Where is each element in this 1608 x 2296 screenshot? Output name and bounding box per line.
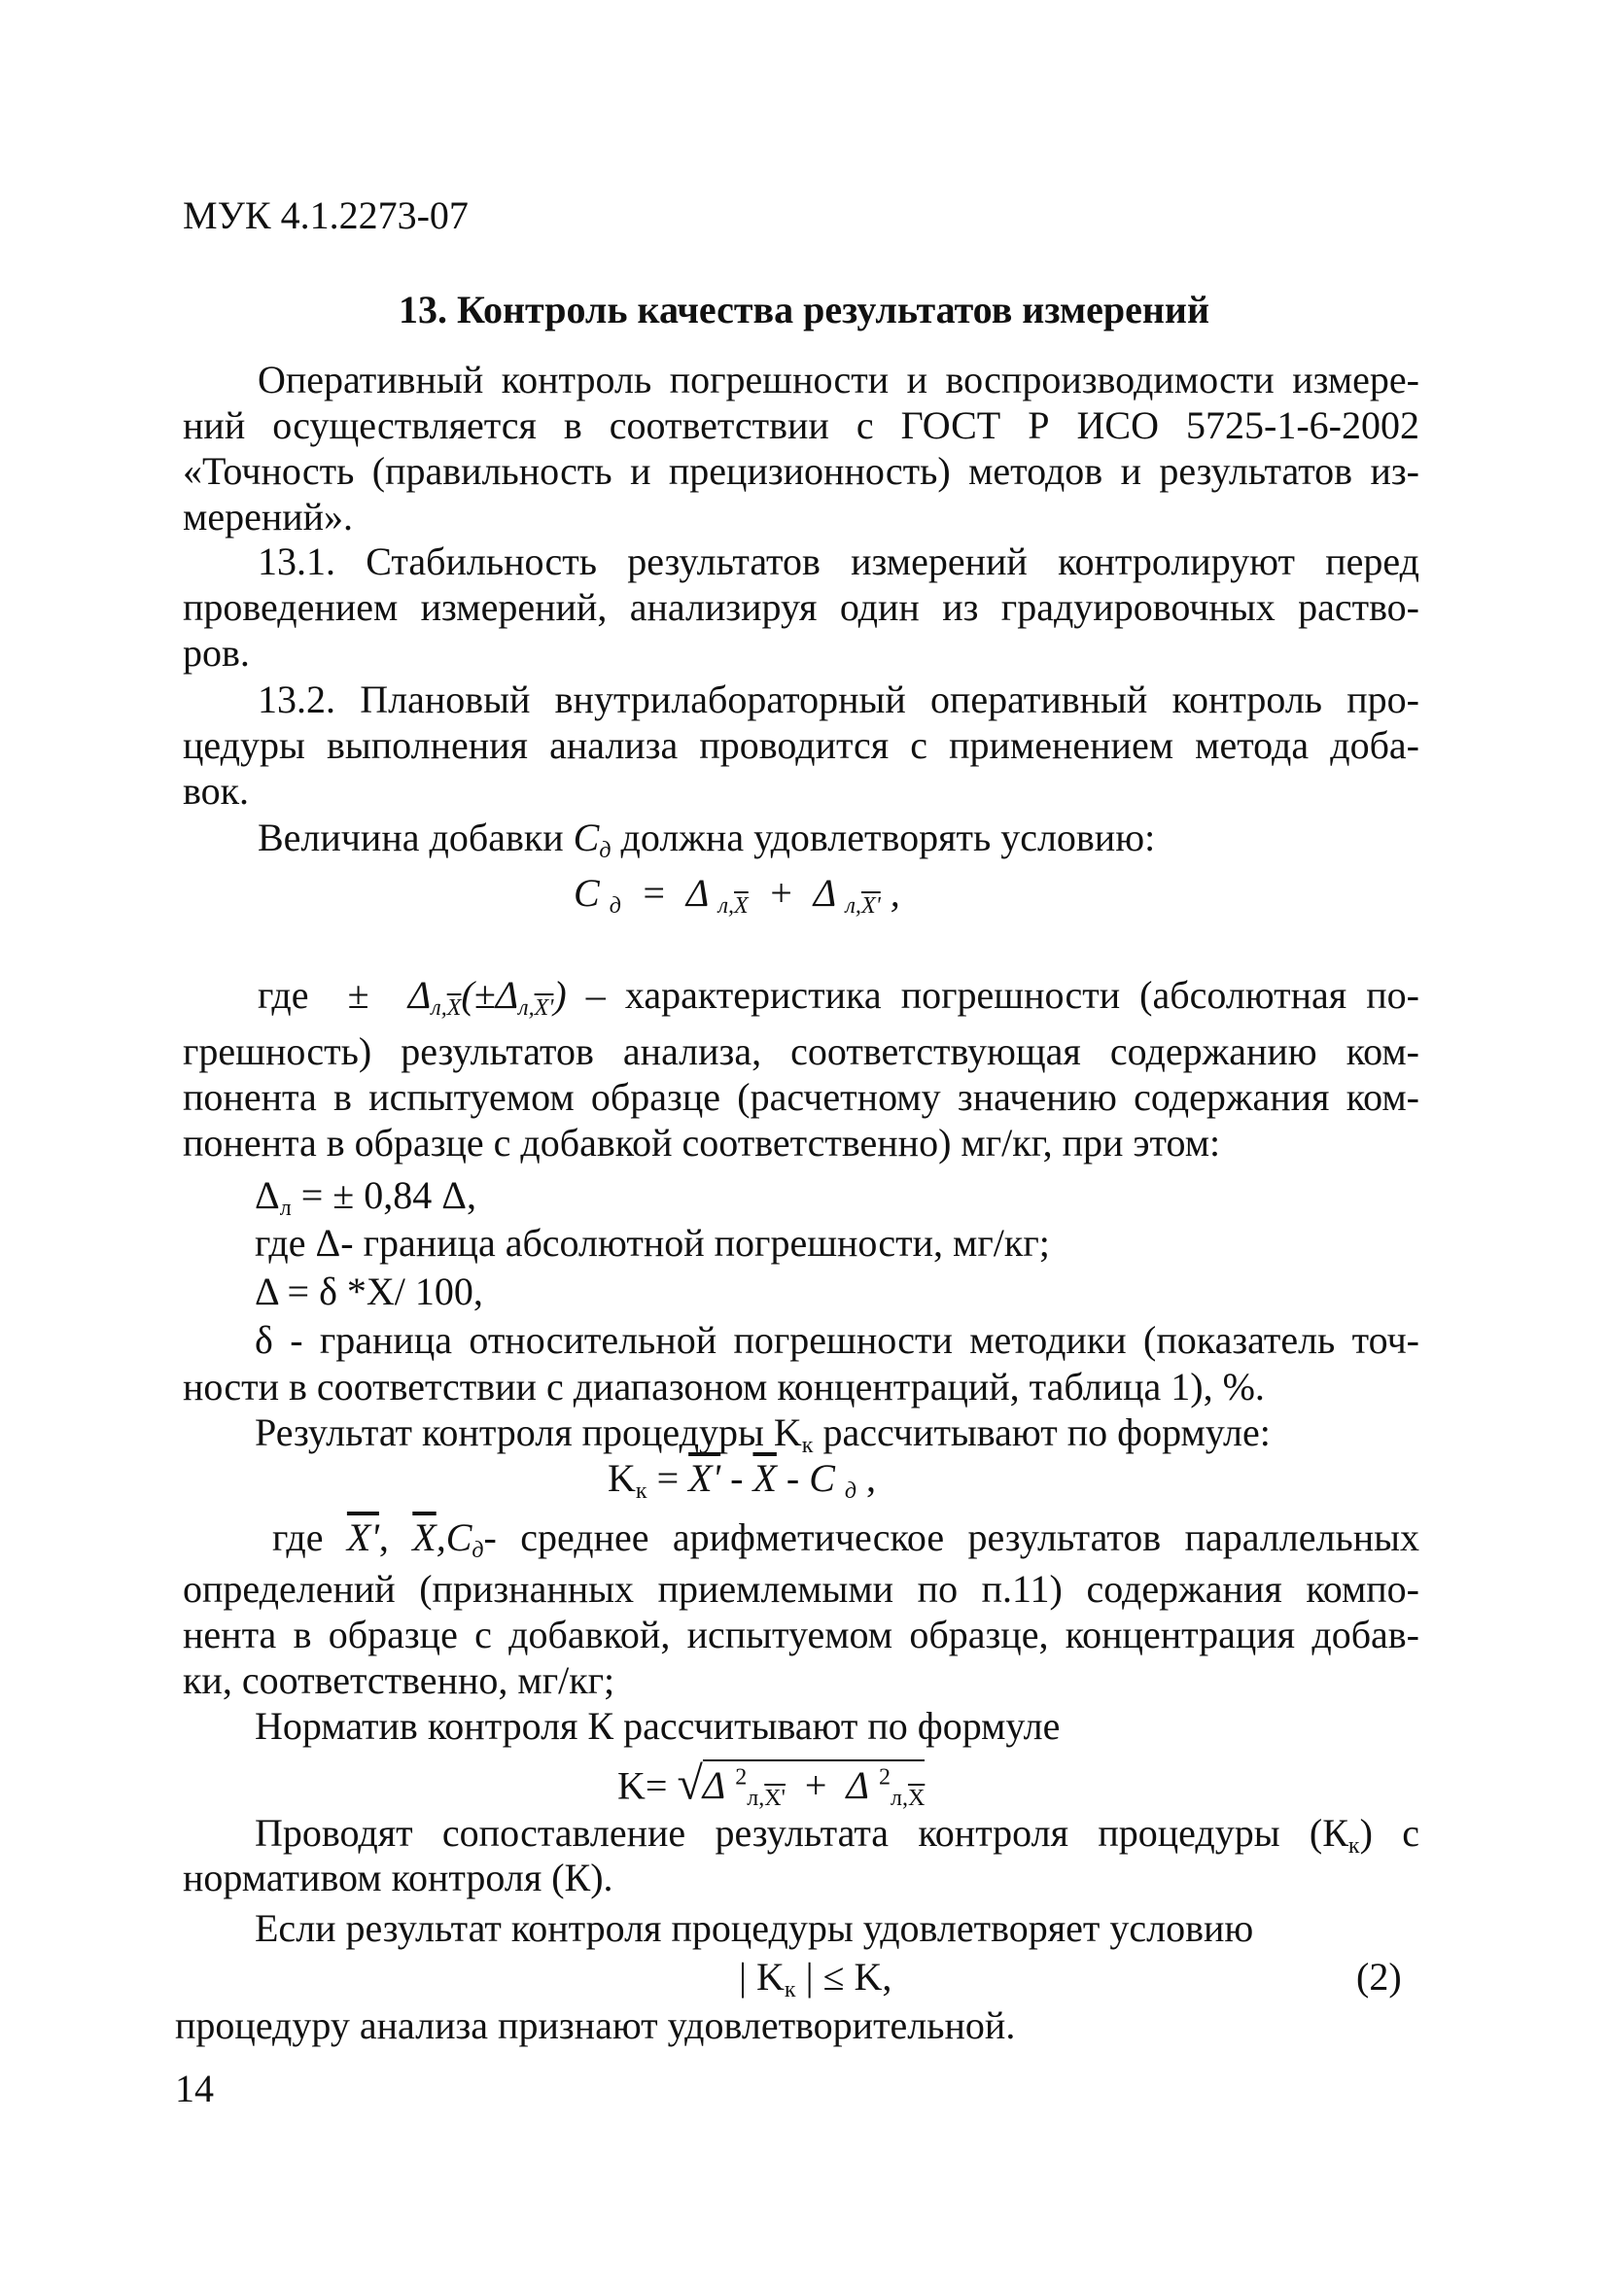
k-intro: Норматив контроля К рассчитывают по формуле: [255, 1704, 1061, 1748]
p2-line-2: проведением измерений, анализируя один из градуировочных раство-: [183, 585, 1419, 629]
p6-line-4: ки, соответственно, мг/кг;: [183, 1658, 615, 1702]
p2-line-3: ров.: [183, 631, 250, 675]
p7-line-2: нормативом контроля (К).: [183, 1856, 613, 1899]
kk-intro: Результат контроля процедуры $K_к$ рассчитывают по формуле:: [255, 1410, 1271, 1459]
document-code: МУК 4.1.2273-07: [183, 193, 469, 237]
p6-line-1: где X', $\overline{X},C_д-$ среднее арифметическое результатов параллельных: [272, 1515, 1419, 1564]
p6-line-3: нента в образце с добавкой, испытуемом образце, концентрация добав-: [183, 1613, 1419, 1656]
p6-line-2: определений (признанных приемлемыми по п.11) содержания компо-: [183, 1567, 1419, 1611]
p4-line-1: где ± $\Delta_{л,\overline{X}}(\pm\Delta_{л,X'})$ – характеристика погрешности (абсолютная по-: [258, 973, 1419, 1022]
additive-condition: Величина добавки $C_д$ должна удовлетворять условию:: [258, 816, 1156, 864]
p4-line-4: понента в образце с добавкой соответственно) мг/кг, при этом:: [183, 1121, 1221, 1165]
eq-delta: Δ = δ *X/ 100,: [255, 1270, 483, 1313]
p7-line-1: Проводят сопоставление результата контроля процедуры $(К_к)$ с: [255, 1811, 1419, 1860]
p3-line-3: вок.: [183, 769, 250, 813]
section-title: 13. Контроль качества результатов измерений: [399, 288, 1209, 331]
delta-definition: где Δ- граница абсолютной погрешности, мг/кг;: [255, 1221, 1050, 1265]
equation-number: (2): [1356, 1955, 1402, 1999]
formula-kk: $K_к = X' - \overline{X} - C$ $_д$ ,: [608, 1456, 877, 1505]
p1-line-3: «Точность (правильность и прецизионность) методов и результатов из-: [183, 449, 1419, 493]
p1-line-2: ний осуществляется в соответствии с ГОСТ Р ИСО 5725-1-6-2002: [183, 403, 1419, 447]
p1-line-1: Оперативный контроль погрешности и воспроизводимости измере-: [258, 358, 1419, 401]
p2-line-1: 13.1. Стабильность результатов измерений контролируют перед: [258, 539, 1419, 583]
conclusion: процедуру анализа признают удовлетворительной.: [175, 2003, 1016, 2047]
condition-intro: Если результат контроля процедуры удовлетворяет условию: [255, 1906, 1254, 1950]
p3-line-1: 13.2. Плановый внутрилабораторный оперативный контроль про-: [258, 678, 1419, 721]
eq-delta-l: $\Delta_л$ = ± 0,84 Δ,: [255, 1173, 476, 1222]
formula-k: K= √Δ $^2_{л,X'}$ + Δ $^2_{л,\overline{X}}$: [617, 1757, 926, 1812]
p5-line-2: ности в соответствии с диапазоном концентраций, таблица 1), %.: [183, 1365, 1265, 1409]
p4-line-2: грешность) результатов анализа, соответствующая содержанию ком-: [183, 1029, 1419, 1073]
condition-formula: | $K_к$ | ≤ K,: [739, 1955, 892, 2003]
p4-line-3: понента в испытуемом образце (расчетному значению содержания ком-: [183, 1075, 1419, 1119]
p5-line-1: δ - граница относительной погрешности методики (показатель точ-: [255, 1318, 1419, 1362]
formula-cd: C $_д$ = Δ $_{л,\overline{X}}$ + Δ $_{л,X'}$ ,: [574, 871, 900, 920]
p1-line-4: мерений».: [183, 495, 354, 539]
p3-line-2: цедуры выполнения анализа проводится с применением метода доба-: [183, 723, 1419, 767]
page-number: 14: [175, 2067, 214, 2110]
